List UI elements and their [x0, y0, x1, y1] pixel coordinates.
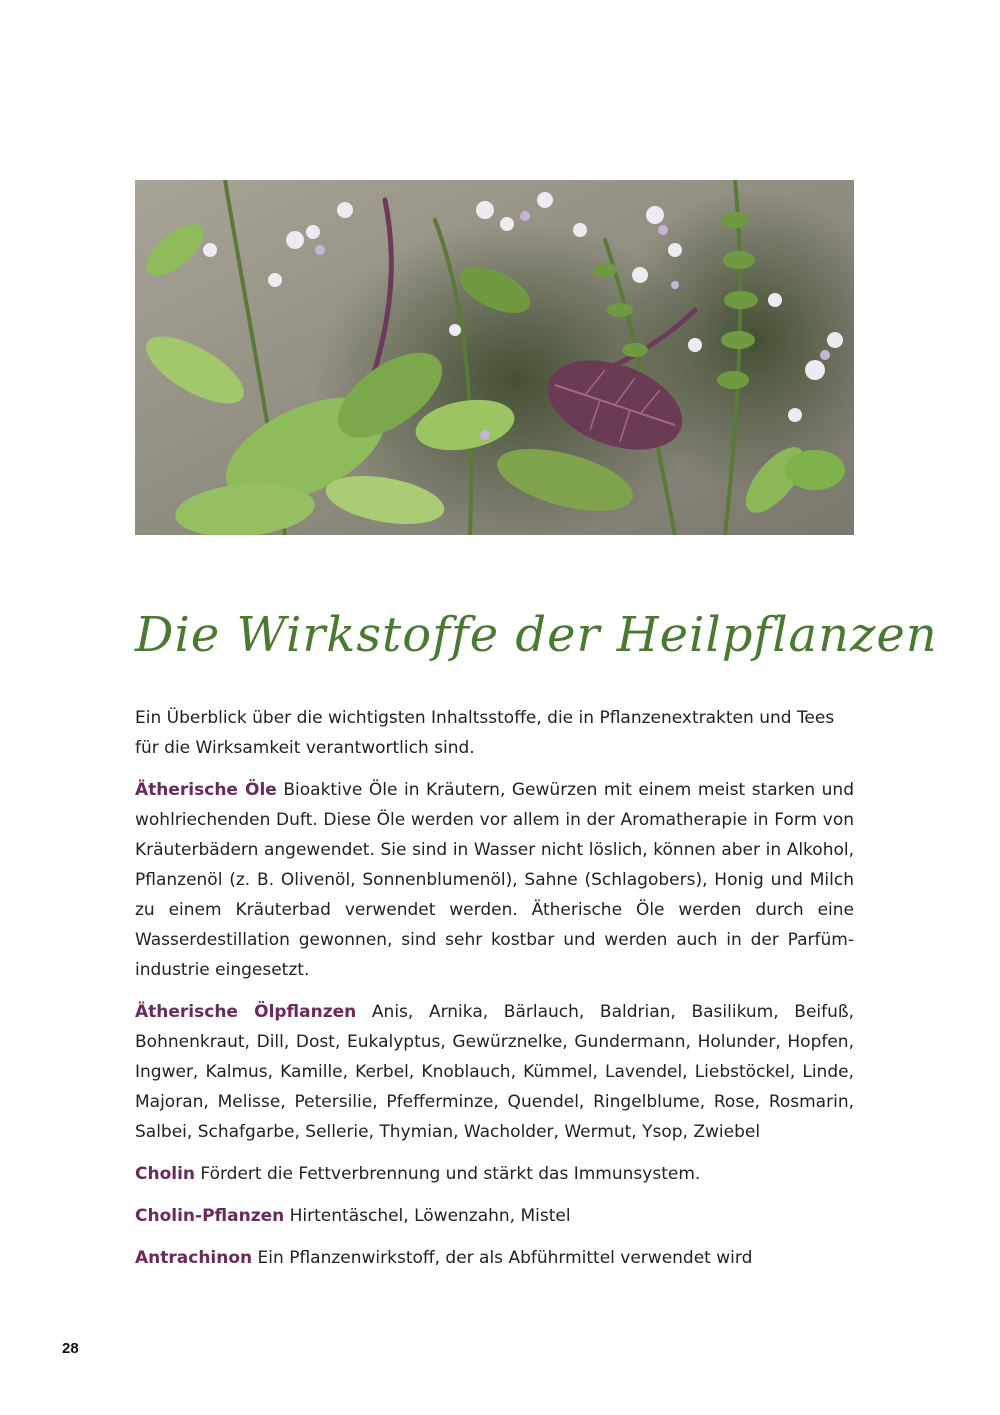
entry-aetherische-oele — [135, 775, 854, 985]
herb-photo-illustration — [135, 180, 854, 535]
entry-term: Ätherische Ölpflanzen — [135, 1002, 357, 1022]
entry-text: Bioaktive Öle in Kräutern, Gewürzen mit einem meist starken und wohlriechenden Duft. Diese Öle werden vor allem in der Aromatherapie in Form von Kräuterbädern angewendet. Sie sind in Wasser nicht löslich, können aber in Alkohol, Pflanzenöl (z. B. Olivenöl, Sonnenblumenöl), Sahne (Schlagobers), Honig und Milch zu einem Kräuterbad verwendet werden. Ätherische Öle werden durch eine Wasserdestillation gewonnen, sind sehr kostbar und werden auch in der Parfümindustrie eingesetzt. — [135, 780, 854, 980]
entry-antrachinon — [135, 1243, 854, 1273]
body-text — [135, 703, 854, 1285]
page-title: Die Wirkstoffe der Heilpflanzen — [135, 607, 938, 663]
entry-term: Ätherische Öle — [135, 780, 277, 800]
entry-text: Hirtentäschel, Löwenzahn, Mistel — [289, 1206, 571, 1226]
entry-aetherische-oelpflanzen — [135, 997, 854, 1147]
intro-paragraph: Ein Überblick über die wichtigsten Inhaltsstoffe, die in Pflanzenextrakten und Tees für die Wirksamkeit verantwortlich sind. — [135, 708, 835, 758]
herb-photo — [135, 180, 854, 535]
entry-text: Fördert die Fettverbrennung und stärkt das Immunsystem. — [200, 1164, 701, 1184]
entry-term: Antrachinon — [135, 1248, 253, 1268]
entry-cholin-pflanzen — [135, 1201, 854, 1231]
page-number: 28 — [62, 1340, 79, 1357]
entry-term: Cholin — [135, 1164, 196, 1184]
entry-text: Anis, Arnika, Bärlauch, Baldrian, Basilikum, Beifuß, Bohnenkraut, Dill, Dost, Eukalyptus, Gewürznelke, Gundermann, Holunder, Hopfen, Ingwer, Kalmus, Kamille, Kerbel, Knoblauch, Kümmel, Lavendel, Liebstöckel, Linde, Majoran, Melisse, Petersilie, Pfefferminze, Quendel, Ringelblume, Rose, Rosmarin, Salbei, Schafgarbe, Sellerie, Thymian, Wacholder, Wermut, Ysop, Zwiebel — [135, 1002, 855, 1142]
entry-text: Ein Pflanzenwirkstoff, der als Abführmittel verwendet wird — [257, 1248, 753, 1268]
entry-cholin — [135, 1159, 854, 1189]
entry-term: Cholin-Pflanzen — [135, 1206, 285, 1226]
